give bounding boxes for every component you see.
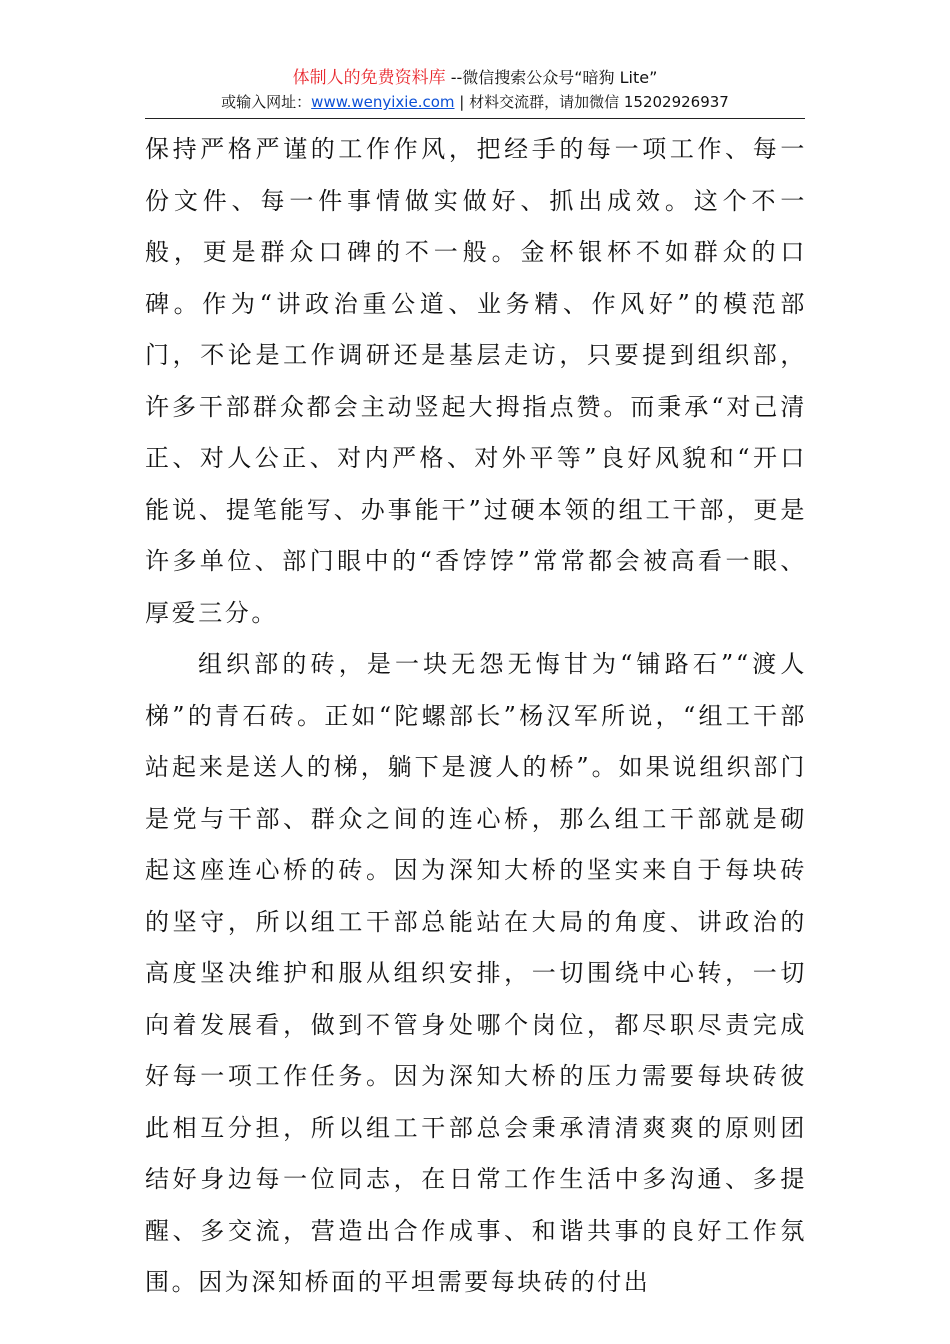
header-line-2 xyxy=(145,90,805,114)
document-body xyxy=(145,124,807,1309)
header-line-1 xyxy=(145,66,805,90)
site-link[interactable]: www.wenyixie.com xyxy=(311,93,455,111)
header-divider xyxy=(145,118,805,119)
contact-info: | 材料交流群，请加微信 15202926937 xyxy=(454,93,729,111)
paragraph-2: 组织部的砖，是一块无怨无悔甘为“铺路石”“渡人梯”的青石砖。正如“陀螺部长”杨汉军所说，“组工干部站起来是送人的梯，躺下是渡人的桥”。如果说组织部门是党与干部、群众之间的连心桥，那么组工干部就是砌起这座连心桥的砖。因为深知大桥的坚实来自于每块砖的坚守，所以组工干部总能站在大局的角度、讲政治的高度坚决维护和服从组织安排，一切围绕中心转，一切向着发展看，做到不管身处哪个岗位，都尽职尽责完成好每一项工作任务。因为深知大桥的压力需要每块砖彼此相互分担，所以组工干部总会秉承清清爽爽的原则团结好身边每一位同志，在日常工作生活中多沟通、多提醒、多交流，营造出合作成事、和谐共事的良好工作氛围。因为深知桥面的平坦需要每块砖的付出 xyxy=(145,650,807,1296)
brand-title: 体制人的免费资料库 xyxy=(292,68,446,88)
site-prefix: 或输入网址： xyxy=(221,93,312,111)
paragraph-1: 保持严格严谨的工作作风，把经手的每一项工作、每一份文件、每一件事情做实做好、抓出成效。这个不一般，更是群众口碑的不一般。金杯银杯不如群众的口碑。作为“讲政治重公道、业务精、作风好”的模范部门，不论是工作调研还是基层走访，只要提到组织部，许多干部群众都会主动竖起大拇指点赞。而秉承“对己清正、对人公正、对内严格、对外平等”良好风貌和“开口能说、提笔能写、办事能干”过硬本领的组工干部，更是许多单位、部门眼中的“香饽饽”常常都会被高看一眼、厚爱三分。 xyxy=(145,135,807,627)
search-hint: --微信搜索公众号“暗狗 Lite” xyxy=(445,68,658,87)
page-header xyxy=(145,66,805,114)
